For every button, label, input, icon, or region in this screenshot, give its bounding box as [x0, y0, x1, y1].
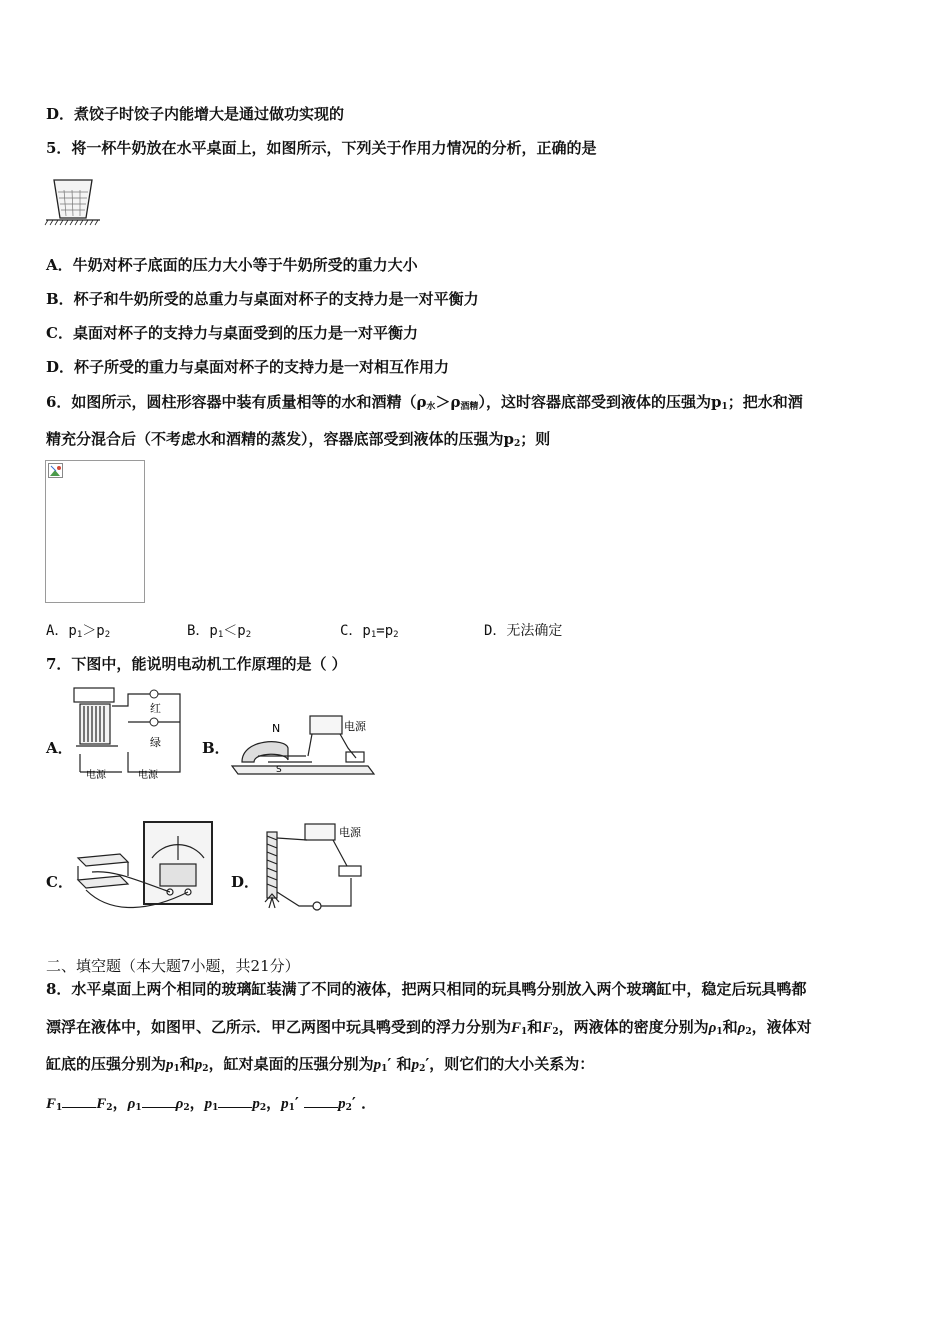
q5-option-a: A．牛奶对杯子底面的压力大小等于牛奶所受的重力大小 [46, 256, 418, 274]
q8-answer-blanks: $F_1$ $F_2$，$\rho_1$ $\rho_2$，$p_1$ $p_2$，$p_1'$ $p_2'$ ． [46, 1094, 377, 1113]
q6-option-b: B．$p_1<p_2$ [187, 623, 252, 640]
blank-1[interactable] [62, 1106, 96, 1108]
q5-option-b: B．杯子和牛奶所受的总重力与桌面对杯子的支持力是一对平衡力 [46, 290, 479, 308]
q8-line3: 缸底的压强分别为$p_1$和$p_2$，缸对桌面的压强分别为$p_1'$ 和$p_2'$，则它们的大小关系为： [46, 1055, 595, 1074]
q6-stem-line1: 6．如图所示，圆柱形容器中装有质量相等的水和酒精$(\rho_水>\rho_{酒精})$，这时容器底部受到液体的压强为$p_1$；把水和酒 [46, 393, 803, 412]
q8-line2: 漂浮在液体中，如图甲、乙所示．甲乙两图中玩具鸭受到的浮力分别为$F_1$和$F_2$，两液体的密度分别为$\rho_1$和$\rho_2$，液体对 [46, 1018, 812, 1037]
q6-option-c: C．$p_1=p_2$ [340, 623, 399, 640]
figure-c-galvanometer [72, 818, 222, 918]
q5-option-c: C．桌面对杯子的支持力与桌面受到的压力是一对平衡力 [46, 324, 418, 342]
broken-image-placeholder [45, 460, 145, 603]
fig-a-power2-label: 电源 [138, 770, 158, 779]
q7-label-b: B． [202, 739, 230, 757]
q8-line1: 8．水平桌面上两个相同的玻璃缸装满了不同的液体，把两只相同的玩具鸭分别放入两个玻璃缸中，稳定后玩具鸭都 [46, 980, 807, 998]
fig-b-power-label: 电源 [344, 720, 366, 733]
blank-3[interactable] [218, 1106, 252, 1108]
q6-option-a: A．$p_1>p_2$ [46, 623, 111, 640]
fig-a-power1-label: 电源 [86, 770, 106, 779]
blank-4[interactable] [304, 1106, 338, 1108]
q4-option-d: D．煮饺子时饺子内能增大是通过做功实现的 [46, 105, 345, 123]
q7-stem: 7．下图中，能说明电动机工作原理的是（ ） [46, 655, 347, 673]
figure-b-current-in-magnetic-field [228, 708, 378, 780]
milk-cup-figure [44, 178, 102, 228]
fig-d-power-label: 电源 [339, 826, 361, 839]
fig-b-south-label: S [276, 765, 282, 775]
figure-a-electromagnetic-relay [70, 684, 185, 779]
q6-option-d: D．无法确定 [484, 623, 563, 639]
q7-label-c: C． [46, 873, 73, 891]
fig-b-north-label: N [272, 722, 281, 735]
q7-label-d: D． [231, 873, 260, 891]
blank-2[interactable] [142, 1106, 176, 1108]
fig-a-red-label: 红 [150, 702, 161, 715]
broken-image-icon [48, 463, 64, 479]
figure-d-electromagnet-tack [255, 822, 375, 918]
q6-stem-line2: 精充分混合后（不考虑水和酒精的蒸发），容器底部受到液体的压强为$p_2$；则 [46, 430, 551, 449]
section-2-title: 二、填空题（本大题7小题，共21分） [46, 957, 300, 975]
q5-option-d: D．杯子所受的重力与桌面对杯子的支持力是一对相互作用力 [46, 358, 450, 376]
q7-label-a: A． [46, 739, 73, 757]
q5-stem: 5．将一杯牛奶放在水平桌面上，如图所示，下列关于作用力情况的分析，正确的是 [46, 139, 597, 157]
fig-a-green-label: 绿 [150, 736, 161, 749]
